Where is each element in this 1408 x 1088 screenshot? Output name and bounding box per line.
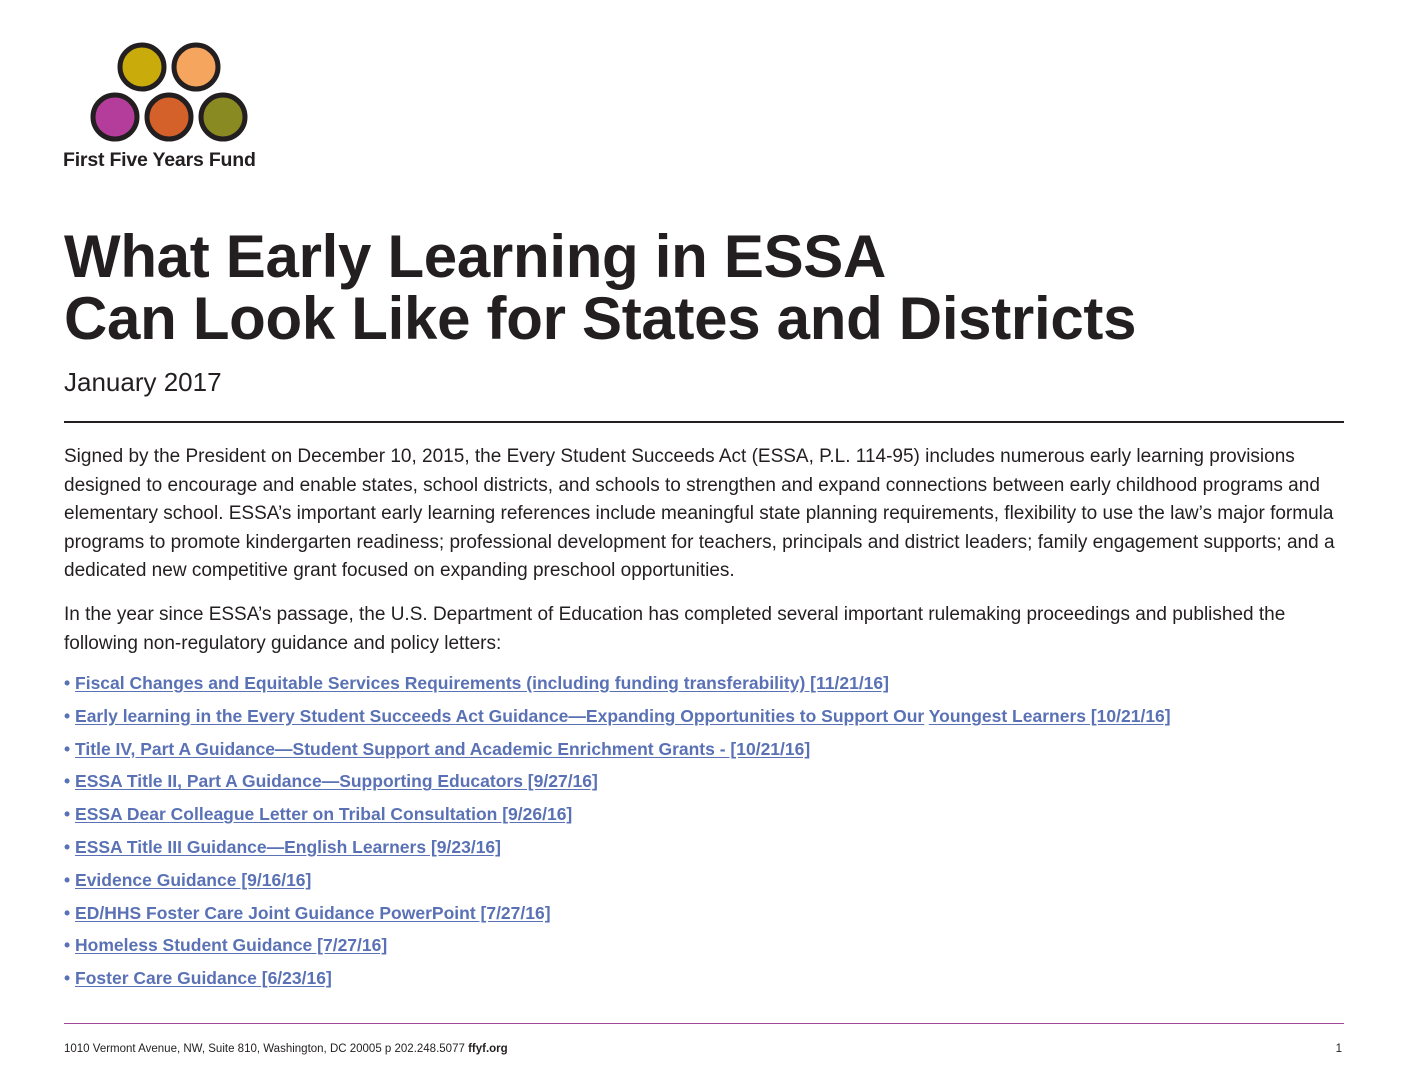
logo	[62, 40, 302, 180]
logo-text: First Five Years Fund	[63, 149, 256, 171]
bullet: •	[64, 902, 71, 923]
guidance-intro-paragraph: In the year since ESSA’s passage, the U.S. Department of Education has completed several important rulemaking proceedings and published the following non-regulatory guidance and policy letters:	[64, 604, 1286, 654]
logo-circle-gold	[120, 45, 164, 89]
bullet: •	[64, 673, 71, 693]
title-divider	[64, 421, 1344, 423]
bullet: •	[64, 935, 71, 956]
guidance-link-list	[64, 673, 1354, 1001]
guidance-link[interactable]: ESSA Title III Guidance—English Learners [9/23/16]	[75, 836, 501, 857]
list-item	[64, 837, 1354, 870]
guidance-link[interactable]: Title IV, Part A Guidance—Student Support and Academic Enrichment Grants - [10/21/16]	[75, 738, 811, 759]
intro-paragraph: Signed by the President on December 10, 2015, the Every Student Succeeds Act (ESSA, P.L. 114-95) includes numerous early learning provisions designed to encourage and enable states, school districts, and schools to strengthen and expand connections between early childhood programs and elementary school. ESSA’s important early learning references include meaningful state planning requirements, flexibility to use the law’s major formula programs to promote kindergarten readiness; professional development for teachers, principals and district leaders; family engagement supports; and a dedicated new competitive grant focused on expanding preschool opportunities.	[64, 446, 1335, 582]
guidance-link[interactable]: ED/HHS Foster Care Joint Guidance PowerPoint [7/27/16]	[75, 902, 551, 923]
title-line-1: What Early Learning in ESSA	[64, 223, 887, 290]
guidance-link[interactable]: Foster Care Guidance [6/23/16]	[75, 968, 332, 989]
footer-site-link[interactable]: ffyf.org	[468, 1043, 508, 1055]
footer-address	[64, 1043, 508, 1055]
guidance-link[interactable]: ESSA Title II, Part A Guidance—Supporting Educators [9/27/16]	[75, 771, 598, 792]
list-item	[64, 804, 1354, 837]
logo-circle-olive	[201, 95, 245, 139]
guidance-link[interactable]: Evidence Guidance [9/16/16]	[75, 869, 312, 890]
logo-circle-orange	[147, 95, 191, 139]
guidance-link[interactable]: ESSA Dear Colleague Letter on Tribal Consultation [9/26/16]	[75, 804, 573, 825]
logo-circle-magenta	[93, 95, 137, 139]
bullet: •	[64, 738, 71, 759]
document-date: January 2017	[64, 367, 222, 397]
footer-address-text: 1010 Vermont Avenue, NW, Suite 810, Washington, DC 20005 p 202.248.5077	[64, 1043, 469, 1055]
footer-divider	[64, 1023, 1344, 1024]
list-item	[64, 870, 1354, 903]
bullet: •	[64, 705, 71, 726]
guidance-link[interactable]: Early learning in the Every Student Succeeds Act Guidance—Expanding Opportunities to Support Our	[75, 705, 925, 726]
bullet: •	[64, 869, 71, 890]
list-item	[64, 968, 1354, 1001]
title-line-2: Can Look Like for States and Districts	[64, 285, 1137, 352]
logo-circles-icon	[88, 40, 250, 144]
list-item	[64, 739, 1354, 772]
guidance-link[interactable]: Fiscal Changes and Equitable Services Requirements (including funding transferability) [11/21/16]	[75, 673, 889, 693]
bullet: •	[64, 836, 71, 857]
page-number: 1	[1335, 1043, 1342, 1055]
guidance-link-continuation[interactable]: Youngest Learners [10/21/16]	[928, 705, 1171, 726]
bullet: •	[64, 804, 71, 825]
guidance-link[interactable]: Homeless Student Guidance [7/27/16]	[75, 935, 388, 956]
list-item	[64, 771, 1354, 804]
list-item	[64, 706, 1354, 739]
bullet: •	[64, 771, 71, 792]
bullet: •	[64, 968, 71, 989]
document-title	[64, 223, 1364, 352]
list-item	[64, 903, 1354, 936]
list-item	[64, 673, 1354, 706]
list-item	[64, 935, 1354, 968]
logo-circle-peach	[174, 45, 218, 89]
